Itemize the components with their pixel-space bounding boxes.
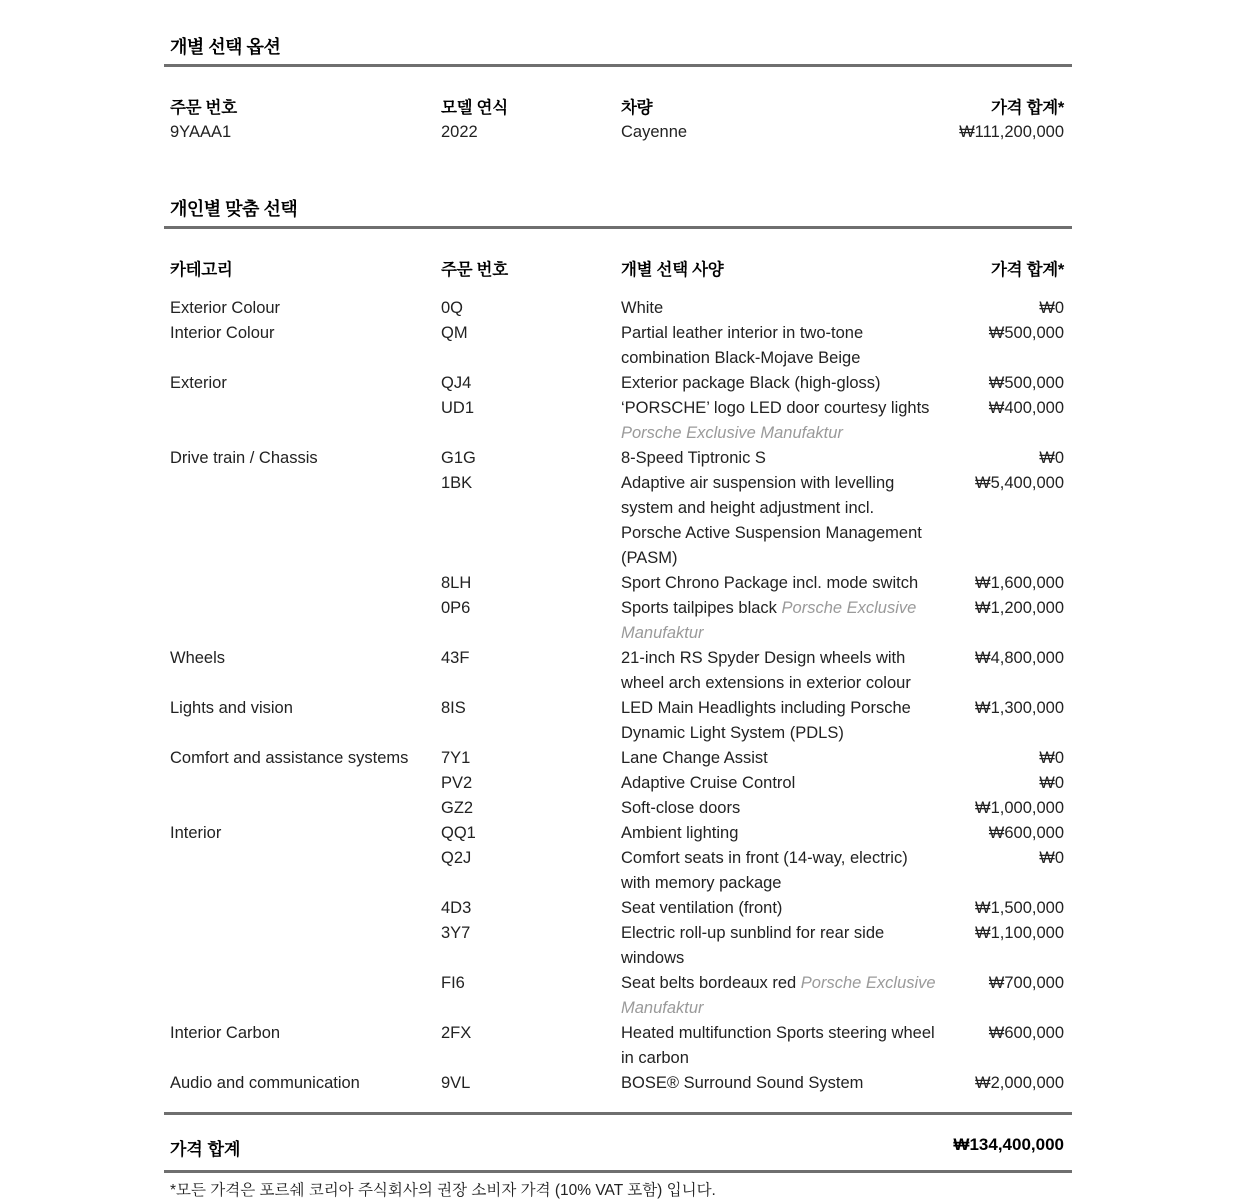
row-order-number: GZ2 bbox=[441, 799, 474, 817]
row-option-description bbox=[621, 396, 936, 446]
option-text: Comfort seats in front (14-way, electric) with memory package bbox=[621, 849, 908, 892]
row-order-number: Q2J bbox=[441, 849, 472, 867]
row-option-description bbox=[621, 596, 936, 646]
table-row bbox=[0, 396, 1233, 446]
manufaktur-note: Porsche Exclusive Manufaktur bbox=[621, 424, 843, 442]
table-row bbox=[0, 746, 1233, 771]
option-text: 8-Speed Tiptronic S bbox=[621, 449, 766, 467]
row-option-description bbox=[621, 446, 936, 471]
row-price: ₩1,600,000 bbox=[975, 574, 1064, 592]
row-order-number: 3Y7 bbox=[441, 924, 471, 942]
row-option-description bbox=[621, 371, 936, 396]
row-order-number: 4D3 bbox=[441, 899, 472, 917]
row-price: ₩5,400,000 bbox=[975, 474, 1064, 492]
row-option-description bbox=[621, 1071, 936, 1096]
header-total-price: 가격 합계* bbox=[991, 99, 1064, 117]
table-row bbox=[0, 696, 1233, 746]
option-text: Ambient lighting bbox=[621, 824, 739, 842]
row-price: ₩0 bbox=[1039, 299, 1064, 317]
table-row bbox=[0, 1071, 1233, 1096]
row-order-number: FI6 bbox=[441, 974, 465, 992]
row-order-number: QJ4 bbox=[441, 374, 472, 392]
option-text: White bbox=[621, 299, 664, 317]
row-price: ₩1,500,000 bbox=[975, 899, 1064, 917]
row-order-number: 8IS bbox=[441, 699, 466, 717]
row-category: Wheels bbox=[170, 649, 226, 667]
summary-row bbox=[0, 120, 1233, 145]
option-text: Seat ventilation (front) bbox=[621, 899, 783, 917]
section-divider bbox=[164, 226, 1072, 229]
total-label: 가격 합계 bbox=[170, 1140, 241, 1159]
row-option-description bbox=[621, 846, 936, 896]
table-row bbox=[0, 921, 1233, 971]
row-option-description bbox=[621, 321, 936, 371]
row-option-description bbox=[621, 646, 936, 696]
option-text: BOSE® Surround Sound System bbox=[621, 1074, 864, 1092]
row-price: ₩500,000 bbox=[988, 374, 1064, 392]
header-order-number: 주문 번호 bbox=[441, 261, 508, 279]
row-category: Interior Carbon bbox=[170, 1024, 281, 1042]
row-order-number: 0Q bbox=[441, 299, 464, 317]
header-option: 개별 선택 사양 bbox=[621, 261, 724, 279]
options-table bbox=[0, 296, 1233, 1096]
manufaktur-note: Porsche Exclusive Manufaktur bbox=[621, 974, 936, 1017]
summary-order-number: 9YAAA1 bbox=[170, 123, 232, 141]
row-price: ₩0 bbox=[1039, 449, 1064, 467]
row-category: Drive train / Chassis bbox=[170, 449, 318, 467]
option-text: Heated multifunction Sports steering wheel in carbon bbox=[621, 1024, 935, 1067]
row-option-description bbox=[621, 471, 936, 571]
row-category: Exterior bbox=[170, 374, 227, 392]
row-price: ₩500,000 bbox=[988, 324, 1064, 342]
row-option-description bbox=[621, 821, 936, 846]
summary-total-price: ₩111,200,000 bbox=[959, 123, 1064, 141]
total-value: ₩134,400,000 bbox=[953, 1135, 1064, 1154]
option-text: Electric roll-up sunblind for rear side windows bbox=[621, 924, 885, 967]
option-text: Adaptive air suspension with levelling system and height adjustment incl. Porsche Active Suspension Management (PASM) bbox=[621, 474, 922, 567]
row-category: Comfort and assistance systems bbox=[170, 749, 409, 767]
option-text: Soft-close doors bbox=[621, 799, 741, 817]
row-price: ₩600,000 bbox=[988, 1024, 1064, 1042]
table-row bbox=[0, 971, 1233, 1021]
row-category: Exterior Colour bbox=[170, 299, 281, 317]
summary-model-year: 2022 bbox=[441, 123, 478, 141]
option-text: Sport Chrono Package incl. mode switch bbox=[621, 574, 919, 592]
header-category: 카테고리 bbox=[170, 261, 233, 279]
total-divider-bottom bbox=[164, 1170, 1072, 1173]
table-row bbox=[0, 646, 1233, 696]
row-order-number: 9VL bbox=[441, 1074, 471, 1092]
section-divider bbox=[164, 64, 1072, 67]
row-order-number: PV2 bbox=[441, 774, 473, 792]
option-text: Sports tailpipes black bbox=[621, 599, 777, 617]
row-price: ₩4,800,000 bbox=[975, 649, 1064, 667]
option-text: Seat belts bordeaux red bbox=[621, 974, 797, 992]
row-order-number: UD1 bbox=[441, 399, 475, 417]
row-option-description bbox=[621, 696, 936, 746]
row-price: ₩1,000,000 bbox=[975, 799, 1064, 817]
row-order-number: 8LH bbox=[441, 574, 472, 592]
option-text: Lane Change Assist bbox=[621, 749, 768, 767]
row-option-description bbox=[621, 971, 936, 1021]
footnote: *모든 가격은 포르쉐 코리아 주식회사의 권장 소비자 가격 (10% VAT 포함) 입니다. bbox=[170, 1182, 716, 1199]
option-text: Partial leather interior in two-tone combination Black-Mojave Beige bbox=[621, 324, 864, 367]
row-price: ₩1,300,000 bbox=[975, 699, 1064, 717]
table-row bbox=[0, 446, 1233, 471]
option-text: Exterior package Black (high-gloss) bbox=[621, 374, 881, 392]
section-title-personal-choices: 개인별 맞춤 선택 bbox=[170, 199, 298, 219]
row-option-description bbox=[621, 796, 936, 821]
table-row bbox=[0, 296, 1233, 321]
option-text: 21-inch RS Spyder Design wheels with wheel arch extensions in exterior colour bbox=[621, 649, 911, 692]
row-option-description bbox=[621, 571, 936, 596]
section-title-individual-options: 개별 선택 옵션 bbox=[170, 37, 281, 57]
header-model-year: 모델 연식 bbox=[441, 99, 508, 117]
table-row bbox=[0, 846, 1233, 896]
row-category: Interior Colour bbox=[170, 324, 275, 342]
row-price: ₩700,000 bbox=[988, 974, 1064, 992]
row-option-description bbox=[621, 921, 936, 971]
table-row bbox=[0, 471, 1233, 571]
table-row bbox=[0, 896, 1233, 921]
option-text: LED Main Headlights including Porsche Dynamic Light System (PDLS) bbox=[621, 699, 911, 742]
row-price: ₩0 bbox=[1039, 849, 1064, 867]
table-row bbox=[0, 596, 1233, 646]
table-row bbox=[0, 1021, 1233, 1071]
row-order-number: 43F bbox=[441, 649, 470, 667]
option-text: Adaptive Cruise Control bbox=[621, 774, 796, 792]
row-order-number: QM bbox=[441, 324, 468, 342]
row-category: Lights and vision bbox=[170, 699, 293, 717]
row-order-number: 0P6 bbox=[441, 599, 471, 617]
row-category: Audio and communication bbox=[170, 1074, 360, 1092]
row-category: Interior bbox=[170, 824, 222, 842]
table-row bbox=[0, 321, 1233, 371]
row-option-description bbox=[621, 1021, 936, 1071]
row-option-description bbox=[621, 771, 936, 796]
header-order-number: 주문 번호 bbox=[170, 99, 237, 117]
row-order-number: 2FX bbox=[441, 1024, 472, 1042]
table-row bbox=[0, 371, 1233, 396]
row-order-number: 7Y1 bbox=[441, 749, 471, 767]
header-total-price: 가격 합계* bbox=[991, 261, 1064, 279]
row-price: ₩400,000 bbox=[988, 399, 1064, 417]
row-price: ₩1,200,000 bbox=[975, 599, 1064, 617]
row-price: ₩0 bbox=[1039, 749, 1064, 767]
row-order-number: G1G bbox=[441, 449, 476, 467]
row-price: ₩600,000 bbox=[988, 824, 1064, 842]
header-vehicle: 차량 bbox=[621, 99, 653, 117]
total-divider-top bbox=[164, 1112, 1072, 1115]
table-row bbox=[0, 771, 1233, 796]
row-option-description bbox=[621, 746, 936, 771]
summary-vehicle: Cayenne bbox=[621, 123, 688, 141]
table-row bbox=[0, 571, 1233, 596]
row-price: ₩2,000,000 bbox=[975, 1074, 1064, 1092]
row-order-number: 1BK bbox=[441, 474, 473, 492]
table-row bbox=[0, 796, 1233, 821]
table-row bbox=[0, 821, 1233, 846]
row-order-number: QQ1 bbox=[441, 824, 476, 842]
row-price: ₩0 bbox=[1039, 774, 1064, 792]
option-text: ‘PORSCHE’ logo LED door courtesy lights bbox=[621, 399, 930, 417]
row-price: ₩1,100,000 bbox=[975, 924, 1064, 942]
row-option-description bbox=[621, 896, 936, 921]
row-option-description bbox=[621, 296, 936, 321]
manufaktur-note: Porsche Exclusive Manufaktur bbox=[621, 599, 917, 642]
